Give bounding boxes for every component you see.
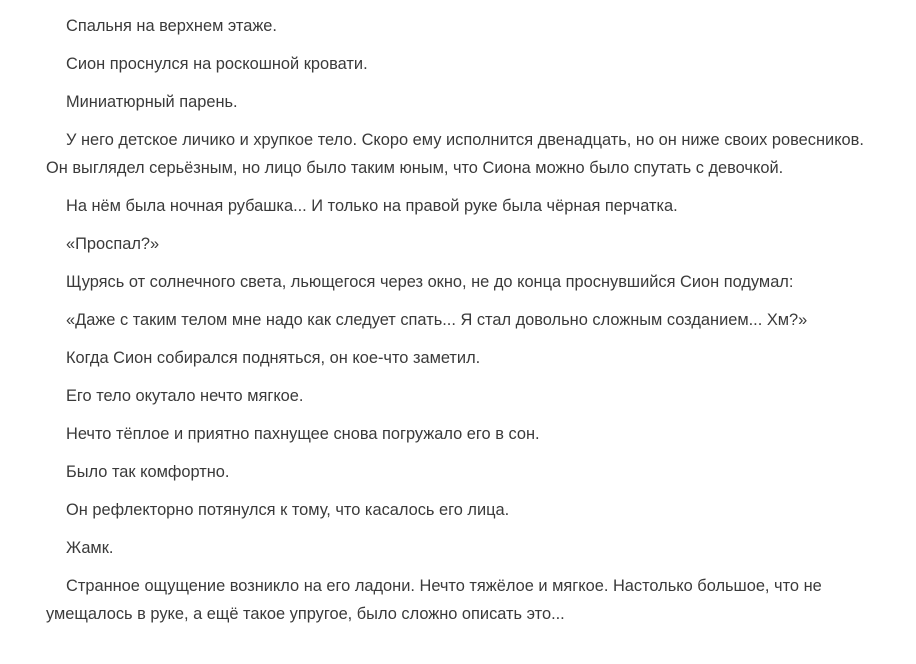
chapter-text [46,12,876,638]
paragraph: Миниатюрный парень. [66,93,238,111]
paragraph: Щурясь от солнечного света, льющегося через окно, не до конца проснувшийся Сион подумал: [66,273,794,291]
paragraph: Сион проснулся на роскошной кровати. [66,55,368,73]
paragraph: Когда Сион собирался подняться, он кое-что заметил. [66,349,481,367]
paragraph: Его тело окутало нечто мягкое. [66,387,304,405]
paragraph: Было так комфортно. [66,463,230,481]
paragraph: Жамк. [66,539,114,557]
paragraph: «Проспал?» [66,235,160,253]
paragraph: Нечто тёплое и приятно пахнущее снова погружало его в сон. [66,425,540,443]
paragraph: Спальня на верхнем этаже. [66,17,277,35]
paragraph: Странное ощущение возникло на его ладони. Нечто тяжёлое и мягкое. Настолько большое, что не умещалось в руке, а ещё такое упругое, было сложно описать это... [46,577,822,623]
paragraph: На нём была ночная рубашка... И только на правой руке была чёрная перчатка. [66,197,678,215]
paragraph: «Даже с таким телом мне надо как следует спать... Я стал довольно сложным созданием... Хм?» [66,311,808,329]
paragraph: У него детское личико и хрупкое тело. Скоро ему исполнится двенадцать, но он ниже своих ровесников. Он выглядел серьёзным, но лицо было таким юным, что Сиона можно было спутать с девочкой. [46,131,864,177]
paragraph: Он рефлекторно потянулся к тому, что касалось его лица. [66,501,510,519]
